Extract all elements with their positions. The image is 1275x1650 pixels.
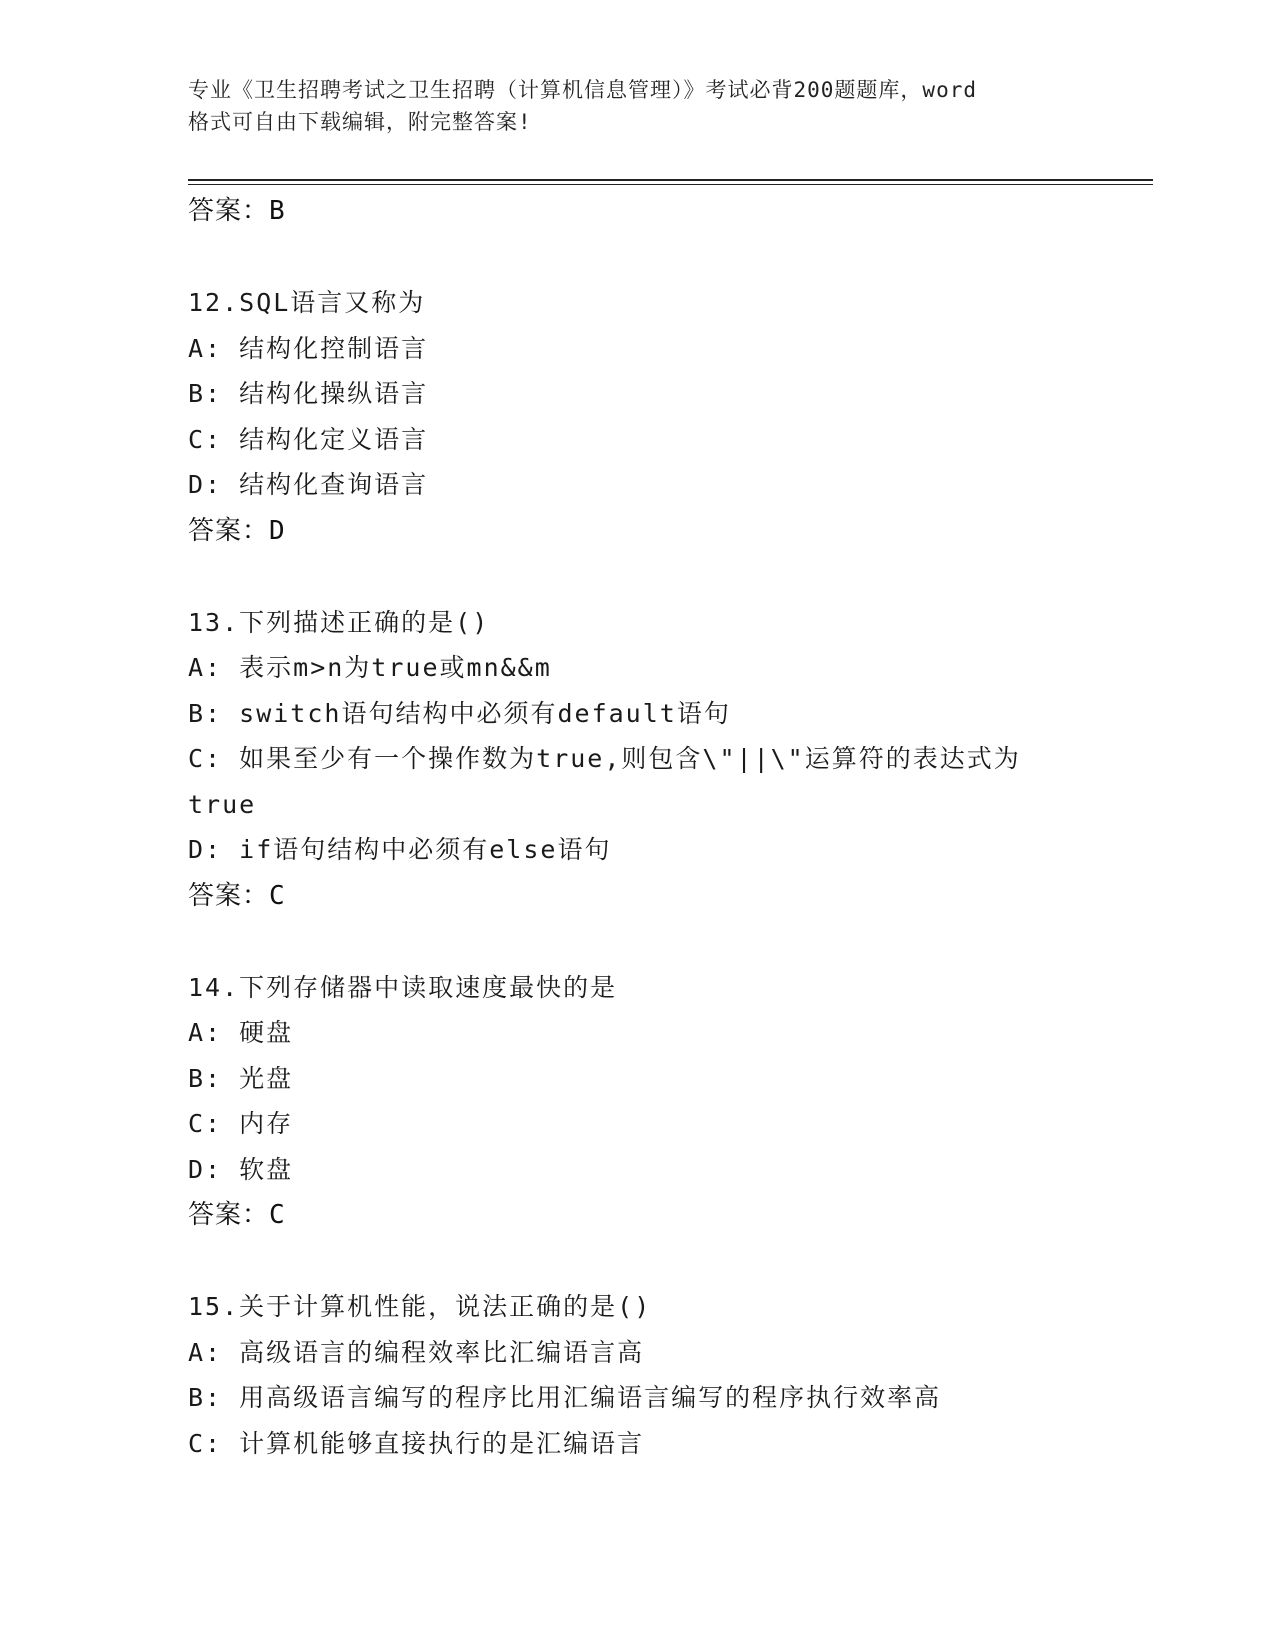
question-list [188, 188, 1138, 1466]
header-rule-thick [188, 179, 1153, 181]
option-d: D: if语句结构中必须有else语句 [188, 835, 612, 864]
option-b: B: 结构化操纵语言 [188, 379, 429, 408]
answer-value: C [269, 880, 286, 911]
option-a: A: 表示m>n为true或mn&&m [188, 653, 552, 682]
answer-label: 答案： [188, 515, 270, 546]
option-d: D: 结构化查询语言 [188, 470, 429, 499]
question-15 [188, 1284, 1138, 1466]
answer-line [188, 1192, 1138, 1238]
option-c: C: 结构化定义语言 [188, 424, 429, 454]
option-c: C: 如果至少有一个操作数为true,则包含\"||\"运算符的表达式为 [188, 744, 1021, 773]
answer-label: 答案： [188, 196, 270, 226]
option-a: A: 硬盘 [188, 1018, 294, 1047]
option-b: B: 用高级语言编写的程序比用汇编语言编写的程序执行效率高 [188, 1383, 942, 1412]
answer-line [188, 873, 1138, 919]
question-14 [188, 965, 1138, 1239]
question-stem: 12.SQL语言又称为 [188, 288, 426, 317]
question-stem: 15.关于计算机性能，说法正确的是() [188, 1292, 652, 1321]
option-c: C: 内存 [188, 1109, 294, 1138]
header-line-2: 格式可自由下载编辑，附完整答案! [188, 110, 532, 134]
option-a: A: 结构化控制语言 [188, 333, 429, 363]
question-13 [188, 600, 1138, 919]
answer-value: C [269, 1200, 286, 1230]
answer-value: B [269, 196, 286, 226]
answer-label: 答案： [188, 880, 270, 911]
header-line-1: 专业《卫生招聘考试之卫生招聘（计算机信息管理）》考试必背200题题库，word [188, 78, 977, 102]
answer-line [188, 188, 1138, 234]
option-b: B: switch语句结构中必须有default语句 [188, 698, 731, 728]
question-12 [188, 280, 1138, 554]
option-d: D: 软盘 [188, 1154, 294, 1184]
question-stem: 14.下列存储器中读取速度最快的是 [188, 972, 618, 1002]
option-b: B: 光盘 [188, 1063, 294, 1093]
option-a: A: 高级语言的编程效率比汇编语言高 [188, 1337, 645, 1367]
option-c-continued: true [188, 789, 257, 819]
option-c: C: 计算机能够直接执行的是汇编语言 [188, 1428, 645, 1458]
header-rule-thin [188, 184, 1153, 185]
answer-line [188, 508, 1138, 554]
answer-value: D [269, 515, 286, 546]
answer-label: 答案： [188, 1200, 270, 1230]
question-stem: 13.下列描述正确的是() [188, 607, 490, 637]
document-header [188, 74, 1088, 138]
